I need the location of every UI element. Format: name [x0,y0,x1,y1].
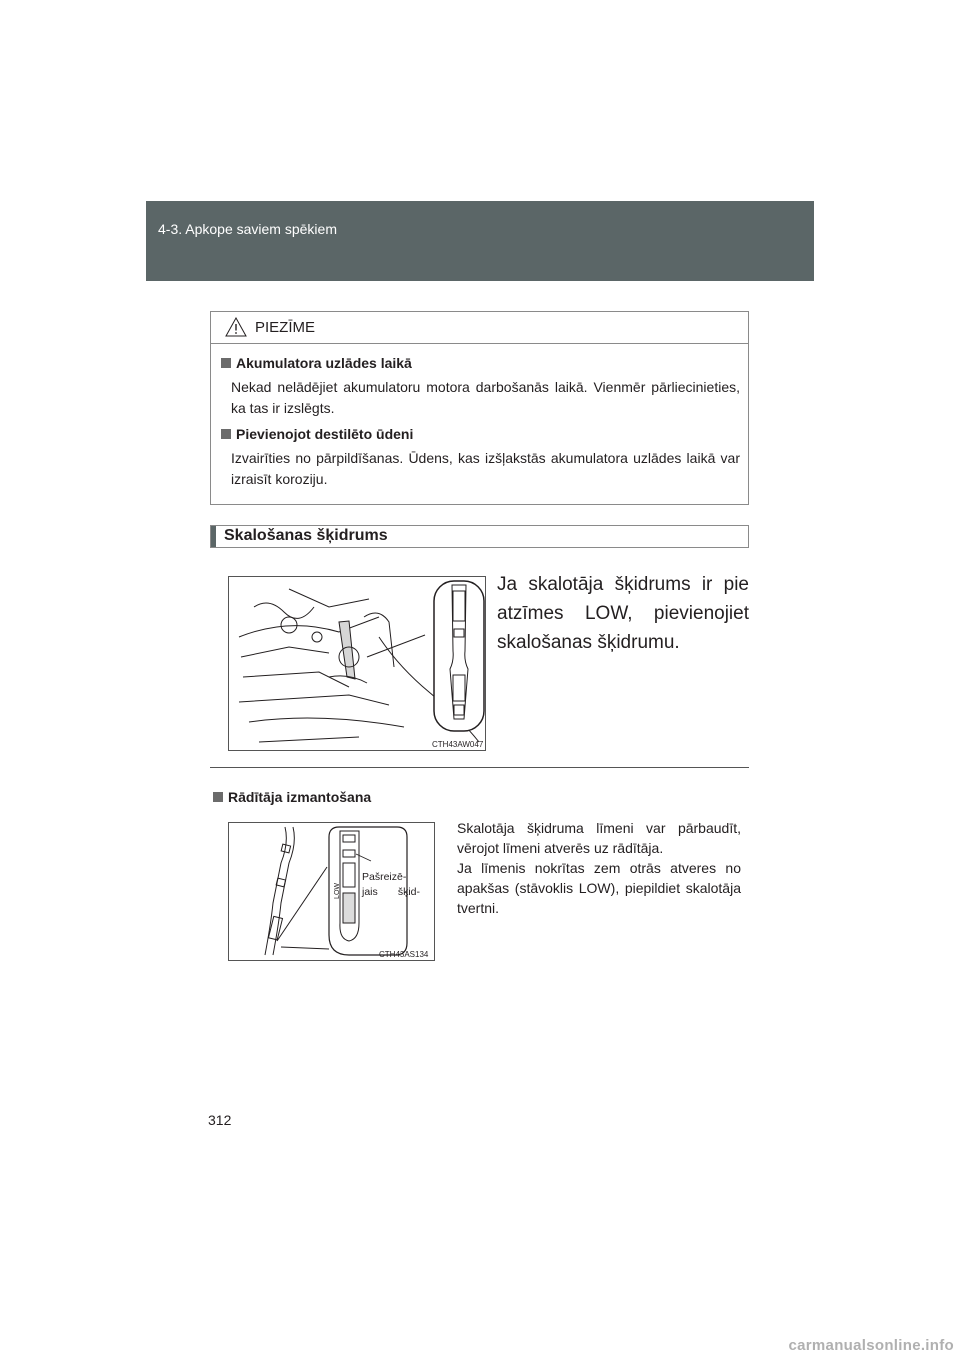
gauge-illustration [228,822,435,961]
section-heading-bar [210,525,749,548]
engine-bay-illustration [228,576,486,751]
figure-code: CTH43AW047 [432,740,484,749]
note-header [211,312,748,344]
bullet-square-icon [221,429,231,439]
note-paragraph: Izvairīties no pārpildīšanas. Ūdens, kas izšļakstās akumulatora uzlādes laikā var izraisīt koroziju. [231,450,740,487]
section-header [146,201,814,281]
figure-code: CTH43AS134 [379,950,429,959]
bullet-square-icon [221,358,231,368]
note-subheading: Pievienojot destilēto ūdeni [221,426,740,442]
note-box [210,311,749,505]
low-mark: LOW [333,883,341,899]
section-title: 4-3. Apkope saviem spēkiem [158,221,337,237]
note-title: PIEZĪME [255,319,316,336]
usage-paragraph: Skalotāja šķidruma līmeni var pārbaudīt, vērojot līmeni atverēs uz rādītāja. [457,820,741,856]
section-heading: Skalošanas šķidrums [224,527,388,544]
watermark: carmanualsonline.info [788,1337,954,1354]
usage-paragraph: Ja līmenis nokrītas zem otrās atveres no apakšas (stāvoklis LOW), piepildiet skalotāja tvertni. [457,860,741,916]
divider [210,767,749,768]
page-number: 312 [208,1112,232,1128]
warning-icon [225,317,247,337]
current-level-callout: Pašreizē- jais šķid- [362,871,420,898]
note-subheading: Akumulatora uzlādes laikā [221,355,740,371]
bullet-square-icon [213,792,223,802]
note-paragraph: Nekad nelādējiet akumulatoru motora darbošanās laikā. Vienmēr pārliecinieties, ka tas ir izslēgts. [231,379,740,416]
usage-text [457,818,741,918]
subsection-heading: Rādītāja izmantošana [213,789,371,805]
main-instruction: Ja skalotāja šķidrums ir pie atzīmes LOW, pievienojiet skalošanas šķidrumu. [497,574,749,653]
engine-bay-drawing [229,577,485,750]
